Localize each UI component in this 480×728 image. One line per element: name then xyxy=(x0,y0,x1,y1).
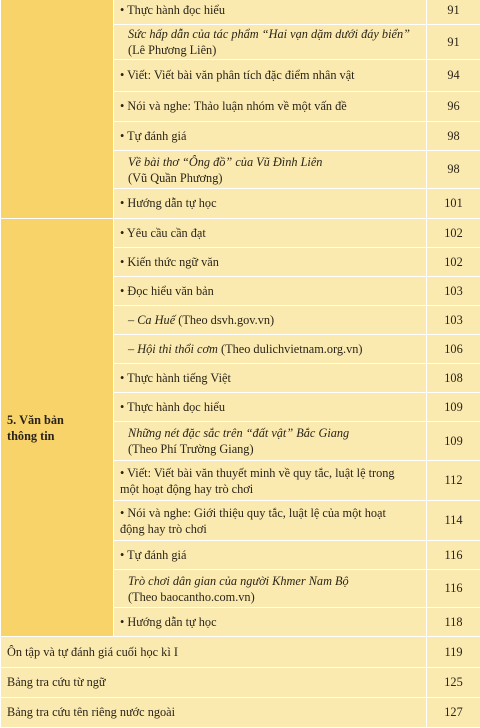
page-number-text: 91 xyxy=(447,3,459,17)
page-number-text: 112 xyxy=(445,473,463,487)
page-number xyxy=(427,335,480,364)
work-source: (Theo dsvh.gov.vn) xyxy=(175,313,274,327)
entry-title xyxy=(114,335,427,364)
page-number-text: 116 xyxy=(445,548,463,562)
page-number-text: 91 xyxy=(447,35,459,49)
entry-text-line: • Viết: Viết bài văn thuyết minh về quy tắc, luật lệ trong xyxy=(120,465,420,481)
page-number xyxy=(427,277,480,306)
entry-title xyxy=(114,461,427,501)
work-title: Hội thi thổi cơm xyxy=(137,342,218,356)
page-number-text: 114 xyxy=(445,513,463,527)
page-number xyxy=(427,608,480,637)
page-number-text: 127 xyxy=(444,705,462,719)
page-number-text: 108 xyxy=(444,371,462,385)
page-number xyxy=(427,248,480,277)
page-number-text: 103 xyxy=(444,313,462,327)
page-number-text: 96 xyxy=(447,99,459,113)
entry-title xyxy=(114,92,427,122)
page-number xyxy=(427,422,480,461)
entry-text: • Đọc hiểu văn bản xyxy=(120,284,214,298)
section-title-text: Bảng tra cứu tên riêng nước ngoài xyxy=(7,705,175,719)
section-title xyxy=(1,698,427,728)
entry-text-line: động hay trò chơi xyxy=(120,521,420,537)
page-number-text: 118 xyxy=(445,615,463,629)
entry-title xyxy=(114,248,427,277)
page-number xyxy=(427,364,480,393)
unit-title-line: thông tin xyxy=(7,428,107,444)
page-number-text: 101 xyxy=(444,196,462,210)
section-title xyxy=(1,668,427,698)
work-title: Ca Huế xyxy=(137,313,175,327)
page-number-text: 125 xyxy=(444,675,462,689)
section-title xyxy=(1,637,427,668)
unit-title-line: 5. Văn bản xyxy=(7,412,107,428)
toc-row xyxy=(1,0,480,25)
page-number xyxy=(427,698,480,728)
page-number-text: 106 xyxy=(444,342,462,356)
work-source: (Theo dulichvietnam.org.vn) xyxy=(218,342,363,356)
page-number-text: 119 xyxy=(445,645,463,659)
page-number xyxy=(427,541,480,570)
entry-text: • Thực hành đọc hiểu xyxy=(120,3,225,17)
work-title: Những nét đặc sắc trên “đất vật” Bắc Giang xyxy=(128,425,420,441)
entry-title xyxy=(114,0,427,25)
entry-title xyxy=(114,393,427,422)
page-number xyxy=(427,306,480,335)
page-number-text: 98 xyxy=(447,129,459,143)
entry-text: • Tự đánh giá xyxy=(120,129,186,143)
entry-text: • Thực hành đọc hiểu xyxy=(120,400,225,414)
entry-title xyxy=(114,570,427,608)
toc-row xyxy=(1,668,480,698)
work-author: (Theo Phí Trường Giang) xyxy=(128,441,420,457)
page-number xyxy=(427,637,480,668)
entry-title xyxy=(114,151,427,189)
toc-row xyxy=(1,219,480,248)
entry-text-line: một hoạt động hay trò chơi xyxy=(120,481,420,497)
page-number-text: 109 xyxy=(444,400,462,414)
page-number xyxy=(427,189,480,219)
entry-title xyxy=(114,122,427,151)
entry-title xyxy=(114,306,427,335)
entry-title xyxy=(114,60,427,92)
entry-text: • Yêu cầu cần đạt xyxy=(120,226,206,240)
entry-title xyxy=(114,219,427,248)
page-number xyxy=(427,60,480,92)
work-title: Trò chơi dân gian của người Khmer Nam Bộ xyxy=(128,573,420,589)
section-title-text: Bảng tra cứu từ ngữ xyxy=(7,675,106,689)
work-author: (Lê Phương Liên) xyxy=(128,42,420,58)
entry-title xyxy=(114,364,427,393)
page-number xyxy=(427,122,480,151)
page-number xyxy=(427,393,480,422)
page-number-text: 94 xyxy=(447,68,459,82)
page-number-text: 102 xyxy=(444,255,462,269)
page-number xyxy=(427,570,480,608)
entry-title xyxy=(114,25,427,60)
page-number-text: 109 xyxy=(444,434,462,448)
work-author: (Vũ Quần Phương) xyxy=(128,170,420,186)
work-title: Về bài thơ “Ông đồ” của Vũ Đình Liên xyxy=(128,154,420,170)
entry-text: • Viết: Viết bài văn phân tích đặc điểm nhân vật xyxy=(120,68,355,82)
unit-5-heading xyxy=(1,219,114,637)
entry-title xyxy=(114,277,427,306)
entry-title xyxy=(114,501,427,541)
entry-text-line: • Nói và nghe: Giới thiệu quy tắc, luật lệ của một hoạt xyxy=(120,505,420,521)
entry-text: • Hướng dẫn tự học xyxy=(120,615,217,629)
page-number xyxy=(427,668,480,698)
page-number xyxy=(427,219,480,248)
page-number xyxy=(427,151,480,189)
page-number-text: 102 xyxy=(444,226,462,240)
entry-text: • Kiến thức ngữ văn xyxy=(120,255,219,269)
toc-row xyxy=(1,637,480,668)
entry-title xyxy=(114,608,427,637)
page-number xyxy=(427,501,480,541)
page-number xyxy=(427,0,480,25)
entry-text: • Hướng dẫn tự học xyxy=(120,196,217,210)
page-number xyxy=(427,92,480,122)
entry-title xyxy=(114,189,427,219)
entry-title xyxy=(114,422,427,461)
unit-cell-continued xyxy=(1,0,114,219)
dash-icon: – xyxy=(128,342,137,356)
page-number xyxy=(427,25,480,60)
page-number-text: 116 xyxy=(445,581,463,595)
entry-text: • Thực hành tiếng Việt xyxy=(120,371,231,385)
dash-icon: – xyxy=(128,313,137,327)
page-number xyxy=(427,461,480,501)
work-author: (Theo baocantho.com.vn) xyxy=(128,589,420,605)
work-title: Sức hấp dẫn của tác phẩm “Hai vạn dặm dưới đáy biển” xyxy=(128,26,420,42)
entry-text: • Tự đánh giá xyxy=(120,548,186,562)
section-title-text: Ôn tập và tự đánh giá cuối học kì I xyxy=(7,645,178,659)
entry-title xyxy=(114,541,427,570)
toc-row xyxy=(1,698,480,728)
entry-text: • Nói và nghe: Thảo luận nhóm về một vấn đề xyxy=(120,99,347,113)
page-number-text: 103 xyxy=(444,284,462,298)
page-number-text: 98 xyxy=(447,162,459,176)
